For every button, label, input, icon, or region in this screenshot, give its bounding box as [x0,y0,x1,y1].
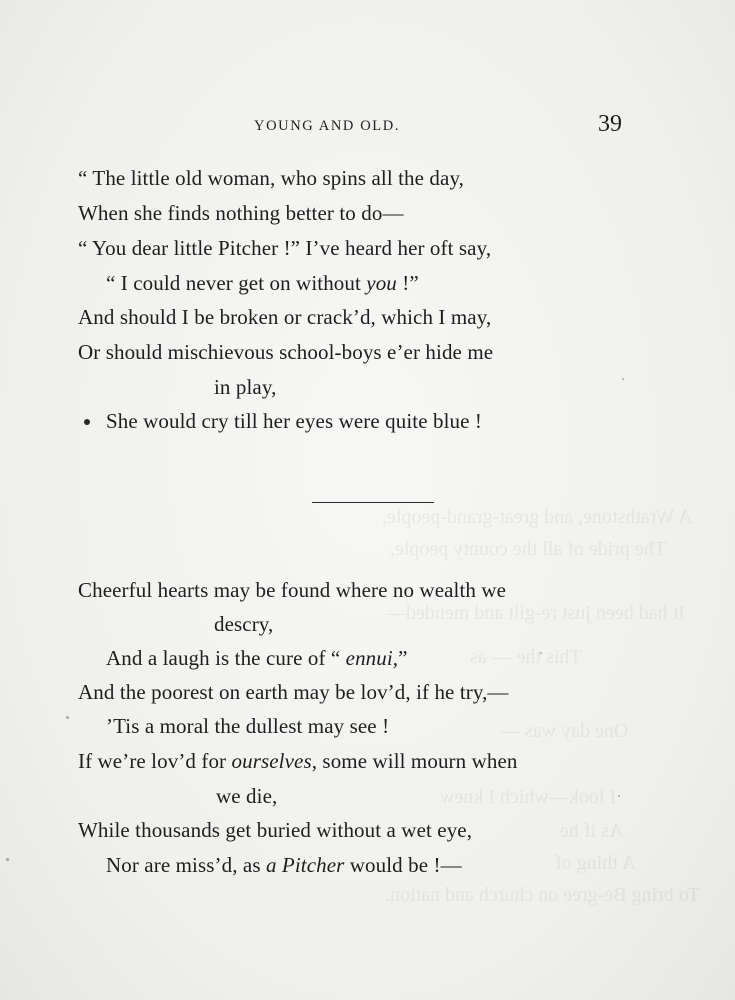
verse-emphasis: a Pitcher [265,853,345,877]
verse-line [106,646,408,671]
bleed-through-line: To bring Be-gree on church and nation. [385,884,700,906]
verse-line: “ The little old woman, who spins all the day, [78,166,465,190]
verse-line [106,853,462,878]
verse-text: would be !— [344,853,462,877]
bleed-through-line: It had been just re-gilt and mended— [386,602,685,624]
verse-line: Or should mischievous school-boys e’er hide me [78,340,494,364]
speck [540,652,542,654]
verse-line-continuation: descry, [214,612,274,636]
verse-line: When she finds nothing better to do— [78,201,404,225]
verse-line [78,749,517,774]
verse-line: And should I be broken or crack’d, which I may, [78,305,492,329]
verse-text: !” [396,271,419,295]
bleed-through-line: The pride of all the county people, [390,538,667,560]
speck [622,378,624,380]
verse-line: And the poorest on earth may be lov’d, if he try,— [78,680,509,704]
verse-line-continuation: in play, [214,375,277,399]
verse-line: She would cry till her eyes were quite blue ! [106,409,482,433]
page-header [0,112,735,142]
verse-text: Nor are miss’d, as [106,853,266,877]
bleed-through-line: I look—which I knew [440,786,617,808]
verse-line: “ You dear little Pitcher !” I’ve heard her oft say, [78,236,492,260]
verse-line-continuation: we die, [216,784,278,808]
verse-text: ” [398,646,408,670]
verse-text: “ I could never get on without [106,271,367,295]
verse-emphasis: you [366,271,397,295]
verse-text: If we’re lov’d for [78,749,232,773]
speck [618,795,620,797]
verse-emphasis: ourselves [231,749,312,773]
bleed-through-line: A thing of [555,852,637,874]
bleed-through-line: One day was — [500,720,629,742]
bleed-through-line: A Wrathstone, and great-grand-people, [382,506,693,528]
running-head: YOUNG AND OLD. [254,118,401,134]
verse-text: And a laugh is the cure of “ [106,646,346,670]
bleed-through-line: As if he [560,820,624,842]
verse-line [106,271,419,296]
ink-mark-icon [84,419,90,425]
section-divider [312,502,434,503]
page-number: 39 [598,111,622,137]
speck [6,858,9,861]
verse-line: While thousands get buried without a wet eye, [78,818,473,842]
verse-text: , some will mourn when [311,749,518,773]
verse-emphasis: ennui, [345,646,399,670]
verse-line: ’Tis a moral the dullest may see ! [106,714,390,738]
bleed-through-line: This the — as [470,646,582,668]
speck [66,716,69,719]
verse-line: Cheerful hearts may be found where no wealth we [78,578,507,602]
